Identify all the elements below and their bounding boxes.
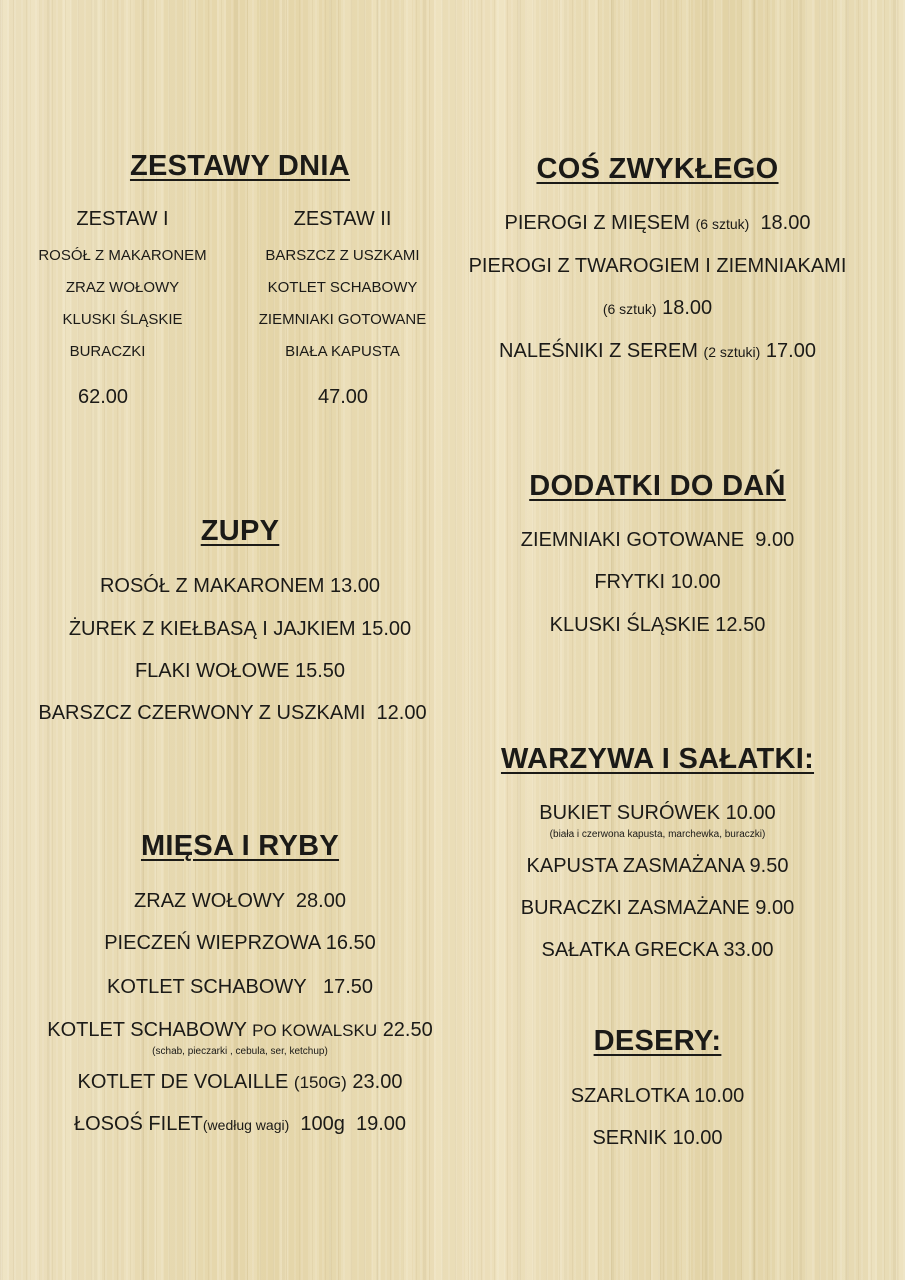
item-name: KOTLET SCHABOWY bbox=[47, 1019, 247, 1041]
menu-item-kotlet-kowalsku bbox=[30, 1019, 450, 1042]
menu-item-dodatek: FRYTKI 10.00 bbox=[594, 571, 721, 593]
menu-item-losos bbox=[40, 1113, 440, 1136]
menu-item-zupa: ROSÓŁ Z MAKARONEM 13.00 bbox=[99, 575, 381, 597]
menu-item-deser: SERNIK 10.00 bbox=[592, 1127, 723, 1149]
item-price: 100g 19.00 bbox=[300, 1113, 407, 1135]
item-note: (6 sztuk) bbox=[602, 301, 657, 317]
item-price: 18.00 bbox=[760, 212, 811, 234]
set-2-item: BARSZCZ Z USZKAMI bbox=[265, 247, 420, 264]
section-title-miesa: MIĘSA I RYBY bbox=[140, 830, 340, 862]
menu-item-zupa: BARSZCZ CZERWONY Z USZKAMI 12.00 bbox=[38, 702, 427, 724]
set-1-price: 62.00 bbox=[78, 386, 129, 408]
item-name: NALEŚNIKI Z SEREM bbox=[499, 340, 698, 362]
menu-item-mieso: ZRAZ WOŁOWY 28.00 bbox=[134, 890, 346, 912]
menu-item-zupa: ŻUREK Z KIEŁBASĄ I JAJKIEM 15.00 bbox=[68, 618, 412, 640]
menu-item-bukiet: BUKIET SURÓWEK 10.00 bbox=[539, 802, 776, 824]
section-title-zestawy: ZESTAWY DNIA bbox=[129, 150, 351, 182]
set-2 bbox=[240, 208, 445, 360]
set-2-title: ZESTAW II bbox=[293, 208, 392, 230]
menu-item-pierogi-twarog: PIEROGI Z TWAROGIEM I ZIEMNIAKAMI bbox=[468, 255, 847, 277]
menu-item-pierogi-mieso bbox=[455, 212, 860, 235]
section-title-desery: DESERY: bbox=[593, 1025, 722, 1057]
section-title-cos-zwyklego: COŚ ZWYKŁEGO bbox=[536, 153, 779, 185]
menu-item-dodatek: KLUSKI ŚLĄSKIE 12.50 bbox=[549, 614, 766, 636]
item-price: 17.00 bbox=[765, 340, 816, 362]
item-price: 22.50 bbox=[382, 1019, 433, 1041]
item-note: (według wagi) bbox=[202, 1117, 290, 1133]
item-note: (150G) bbox=[293, 1073, 347, 1092]
item-name: PIEROGI Z MIĘSEM bbox=[504, 212, 691, 234]
menu-item-warzywa: BURACZKI ZASMAŻANE 9.00 bbox=[520, 897, 795, 919]
section-title-warzywa: WARZYWA I SAŁATKI: bbox=[500, 743, 815, 775]
menu-item-dodatek: ZIEMNIAKI GOTOWANE 9.00 bbox=[520, 529, 795, 551]
set-2-item: ZIEMNIAKI GOTOWANE bbox=[258, 311, 427, 328]
set-1-title: ZESTAW I bbox=[76, 208, 169, 230]
menu-item-nalesniki bbox=[455, 340, 860, 363]
set-1-item: ROSÓŁ Z MAKARONEM bbox=[38, 247, 207, 264]
menu-item-mieso: PIECZEŃ WIEPRZOWA 16.50 bbox=[104, 932, 376, 954]
menu-item-zupa: FLAKI WOŁOWE 15.50 bbox=[134, 660, 346, 682]
set-2-item: BIAŁA KAPUSTA bbox=[285, 343, 400, 360]
item-price: 23.00 bbox=[352, 1071, 403, 1093]
item-name: ŁOSOŚ FILET bbox=[73, 1113, 203, 1135]
section-title-dodatki: DODATKI DO DAŃ bbox=[529, 470, 786, 502]
item-price: 18.00 bbox=[662, 297, 713, 319]
menu-item-bukiet-note: (biała i czerwona kapusta, marchewka, buraczki) bbox=[549, 829, 766, 840]
menu-item-volaille bbox=[40, 1071, 440, 1094]
item-note: (2 sztuki) bbox=[703, 344, 761, 360]
menu-item-kowalsku-note: (schab, pieczarki , cebula, ser, ketchup) bbox=[152, 1046, 328, 1057]
set-1-item: KLUSKI ŚLĄSKIE bbox=[62, 311, 183, 328]
set-2-item: KOTLET SCHABOWY bbox=[267, 279, 418, 296]
item-name-suffix: PO KOWALSKU bbox=[252, 1021, 378, 1040]
set-1-item: ZRAZ WOŁOWY bbox=[65, 279, 180, 296]
menu-item-mieso: KOTLET SCHABOWY 17.50 bbox=[106, 976, 374, 998]
set-1 bbox=[0, 208, 245, 360]
menu-item-warzywa: SAŁATKA GRECKA 33.00 bbox=[541, 939, 774, 961]
item-name: KOTLET DE VOLAILLE bbox=[77, 1071, 289, 1093]
menu-item-deser: SZARLOTKA 10.00 bbox=[570, 1085, 745, 1107]
set-2-price: 47.00 bbox=[318, 386, 369, 408]
menu-item-pierogi-twarog-price bbox=[455, 297, 860, 320]
section-title-zupy: ZUPY bbox=[200, 515, 280, 547]
menu-item-warzywa: KAPUSTA ZASMAŻANA 9.50 bbox=[526, 855, 789, 877]
set-1-item: BURACZKI bbox=[69, 343, 146, 360]
item-note: (6 sztuk) bbox=[695, 216, 750, 232]
